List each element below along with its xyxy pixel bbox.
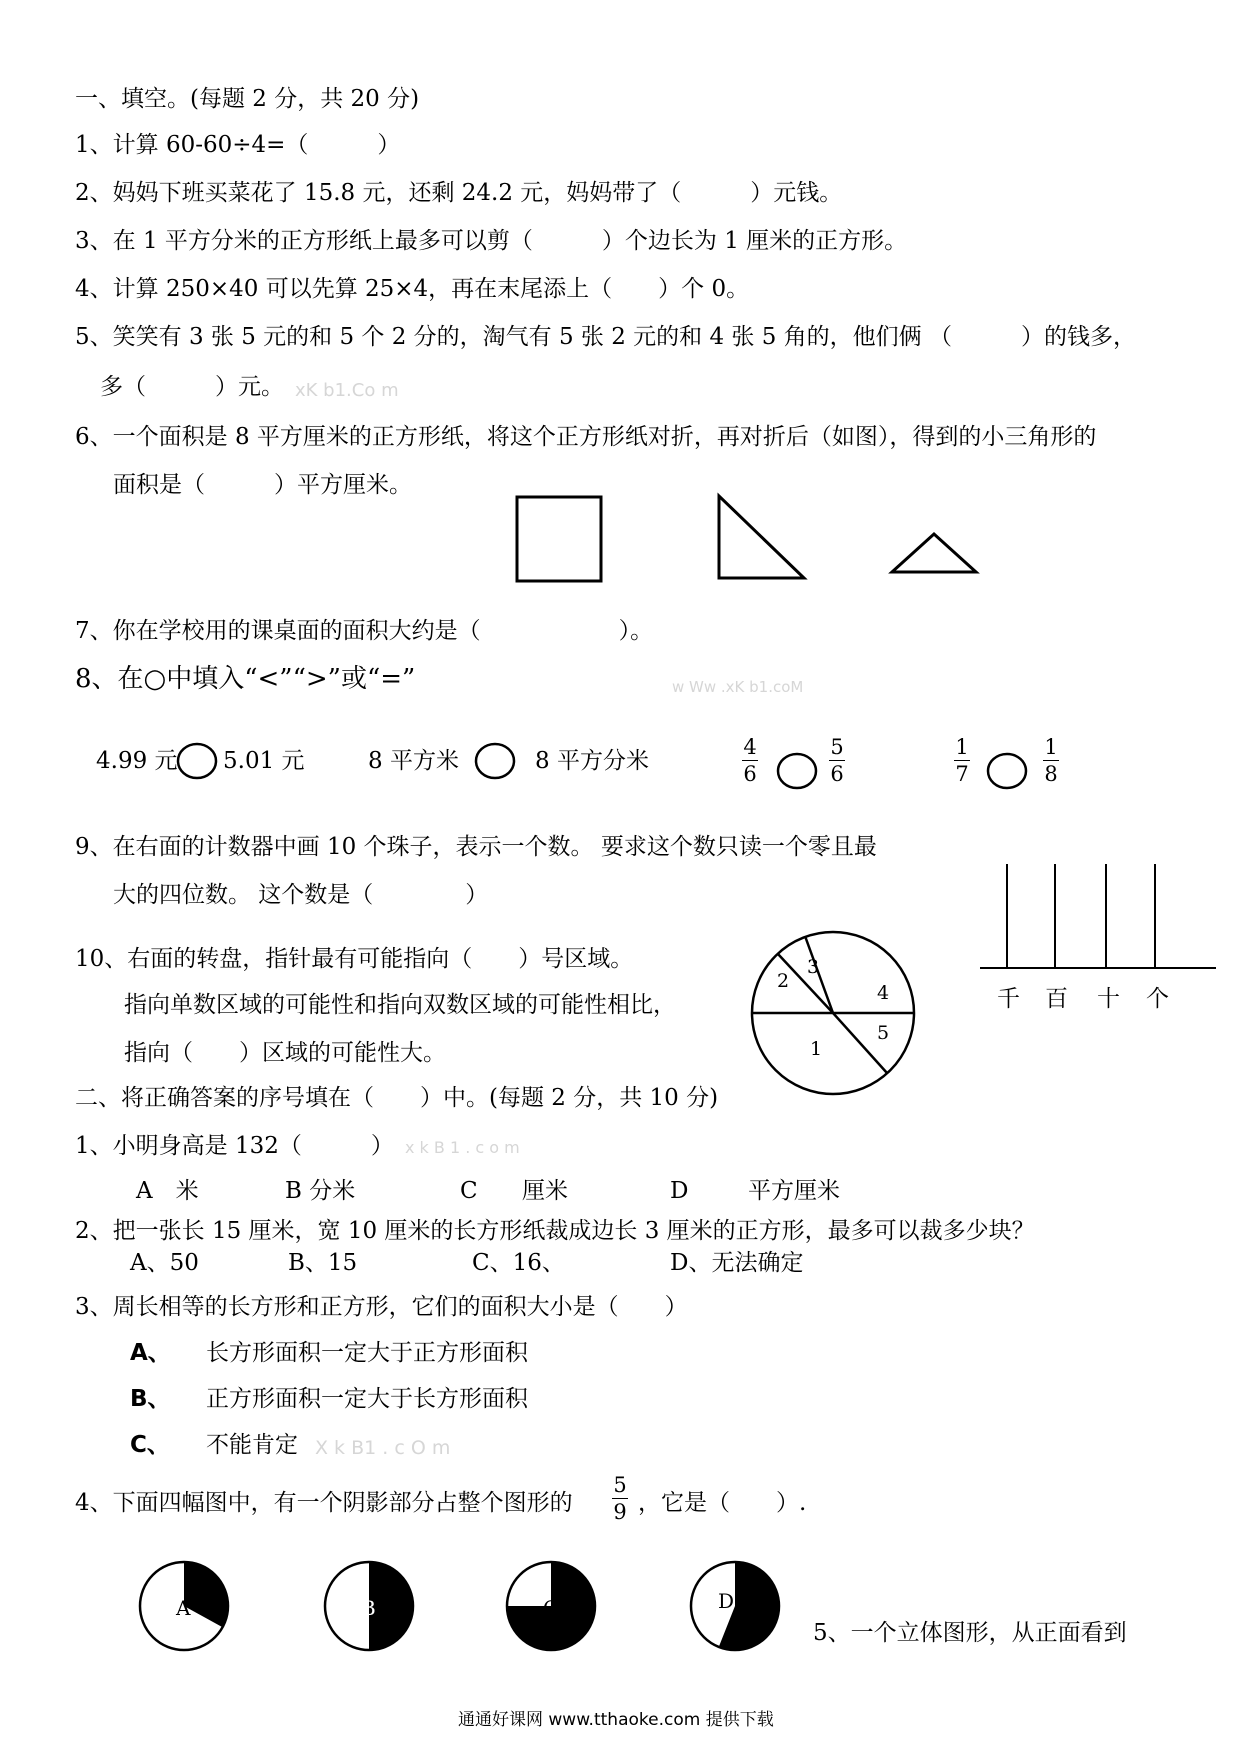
watermark: w Ww .xK b1.coM [672, 678, 804, 696]
option-2-3-b-letter: B、 [130, 1386, 171, 1412]
question-1-10-line1: 10、右面的转盘，指针最有可能指向（ ）号区域。 [75, 946, 634, 972]
question-2-5: 5、一个立体图形，从正面看到 [813, 1620, 1127, 1646]
question-1-1: 1、计算 60-60÷4=（ ） [75, 132, 401, 158]
pie-option-c[interactable] [505, 1560, 600, 1655]
option-2-1-d-letter: D [670, 1178, 689, 1204]
footer-text: 通通好课网 www.tthaoke.com 提供下载 [458, 1710, 774, 1730]
spinner-disc [750, 930, 920, 1100]
option-2-1-d-text: 平方厘米 [748, 1178, 840, 1204]
abacus-label-thousands: 千 [997, 986, 1020, 1012]
question-1-5-line1: 5、笑笑有 3 张 5 元的和 5 个 2 分的，淘气有 5 张 2 元的和 4 张 5 角的，他们俩 （ ）的钱多， [75, 324, 1136, 350]
question-2-4-suffix: ，它是（ ）. [638, 1490, 807, 1516]
watermark: xK b1.Co m [295, 380, 399, 401]
spinner-label-4: 4 [877, 982, 890, 1004]
compare-d-circle[interactable] [986, 752, 1030, 792]
abacus-counter[interactable] [980, 860, 1220, 975]
small-triangle-figure [888, 528, 983, 578]
question-1-2: 2、妈妈下班买菜花了 15.8 元，还剩 24.2 元，妈妈带了（ ）元钱。 [75, 180, 843, 206]
compare-d-left-fraction: 1 7 [955, 735, 969, 787]
option-2-2-a: A、50 [130, 1250, 199, 1276]
compare-c-left-fraction: 4 6 [743, 735, 757, 787]
compare-b-right: 8 平方分米 [535, 748, 649, 774]
compare-a-right: 5.01 元 [223, 748, 305, 774]
option-2-3-c-letter: C、 [130, 1432, 170, 1458]
compare-a-circle[interactable] [176, 742, 220, 782]
spinner-label-5: 5 [877, 1022, 890, 1044]
option-2-3-c-text: 不能肯定 [206, 1432, 298, 1458]
watermark: X k B1 . c O m [315, 1437, 451, 1459]
question-2-4-fraction: 5 9 [613, 1473, 627, 1525]
question-1-10-line3: 指向（ ）区域的可能性大。 [124, 1040, 446, 1066]
question-1-10-line2: 指向单数区域的可能性和指向双数区域的可能性相比， [124, 992, 676, 1018]
pie-option-b[interactable] [323, 1560, 418, 1655]
right-triangle-figure [714, 492, 814, 584]
option-2-3-a-letter: A、 [130, 1340, 171, 1366]
question-2-2: 2、把一张长 15 厘米，宽 10 厘米的长方形纸裁成边长 3 厘米的正方形，最多可以裁多少块？ [75, 1218, 1035, 1244]
compare-c-right-fraction: 5 6 [830, 735, 844, 787]
pie-label-a: A [176, 1596, 191, 1620]
option-2-1-b: B 分米 [285, 1178, 356, 1204]
compare-b-left: 8 平方米 [368, 748, 459, 774]
compare-d-right-fraction: 1 8 [1044, 735, 1058, 787]
pie-label-c: C [543, 1596, 559, 1620]
option-2-3-a-text: 长方形面积一定大于正方形面积 [206, 1340, 528, 1366]
question-1-8-title: 8、在○中填入“<”“>”或“=” [75, 664, 416, 694]
question-1-9-line1: 9、在右面的计数器中画 10 个珠子，表示一个数。 要求这个数只读一个零且最 [75, 834, 877, 860]
spinner-label-1: 1 [810, 1038, 823, 1060]
option-2-2-c: C、16、 [472, 1250, 565, 1276]
section2-title: 二、将正确答案的序号填在（ ）中。(每题 2 分，共 10 分) [75, 1085, 719, 1111]
pie-label-b: B [361, 1596, 376, 1620]
compare-a-left: 4.99 元 [96, 748, 178, 774]
watermark: x k B 1 . c o m [405, 1138, 520, 1157]
question-1-7: 7、你在学校用的课桌面的面积大约是（ ）。 [75, 618, 654, 644]
question-2-4-prefix: 4、下面四幅图中，有一个阴影部分占整个图形的 [75, 1490, 573, 1516]
question-1-3: 3、在 1 平方分米的正方形纸上最多可以剪（ ）个边长为 1 厘米的正方形。 [75, 228, 908, 254]
option-2-1-c-text: 厘米 [522, 1178, 568, 1204]
compare-c-circle[interactable] [776, 752, 820, 792]
abacus-label-hundreds: 百 [1045, 986, 1068, 1012]
option-2-3-b-text: 正方形面积一定大于长方形面积 [206, 1386, 528, 1412]
question-2-1: 1、小明身高是 132（ ） [75, 1133, 394, 1159]
square-figure [515, 495, 605, 585]
option-2-2-b: B、15 [288, 1250, 358, 1276]
compare-b-circle[interactable] [474, 742, 518, 782]
question-1-5-line2: 多（ ）元。 [100, 374, 284, 400]
abacus-label-ones: 个 [1146, 986, 1169, 1012]
question-1-6-line1: 6、一个面积是 8 平方厘米的正方形纸，将这个正方形纸对折，再对折后（如图），得到的小三角形的 [75, 424, 1097, 450]
option-2-1-a: A 米 [136, 1178, 199, 1204]
question-1-4: 4、计算 250×40 可以先算 25×4，再在末尾添上（ ）个 0。 [75, 276, 750, 302]
section1-title: 一、填空。(每题 2 分，共 20 分) [75, 86, 420, 112]
spinner-label-3: 3 [807, 956, 820, 978]
option-2-2-d: D、无法确定 [670, 1250, 804, 1276]
option-2-1-c-letter: C [460, 1178, 478, 1204]
pie-option-a[interactable] [138, 1560, 233, 1655]
abacus-label-tens: 十 [1097, 986, 1120, 1012]
question-1-6-line2: 面积是（ ）平方厘米。 [113, 472, 412, 498]
pie-option-d[interactable] [689, 1560, 784, 1655]
question-2-3: 3、周长相等的长方形和正方形，它们的面积大小是（ ） [75, 1294, 688, 1320]
pie-label-d: D [718, 1589, 735, 1613]
spinner-label-2: 2 [777, 970, 790, 992]
question-1-9-line2: 大的四位数。 这个数是（ ） [113, 882, 489, 908]
